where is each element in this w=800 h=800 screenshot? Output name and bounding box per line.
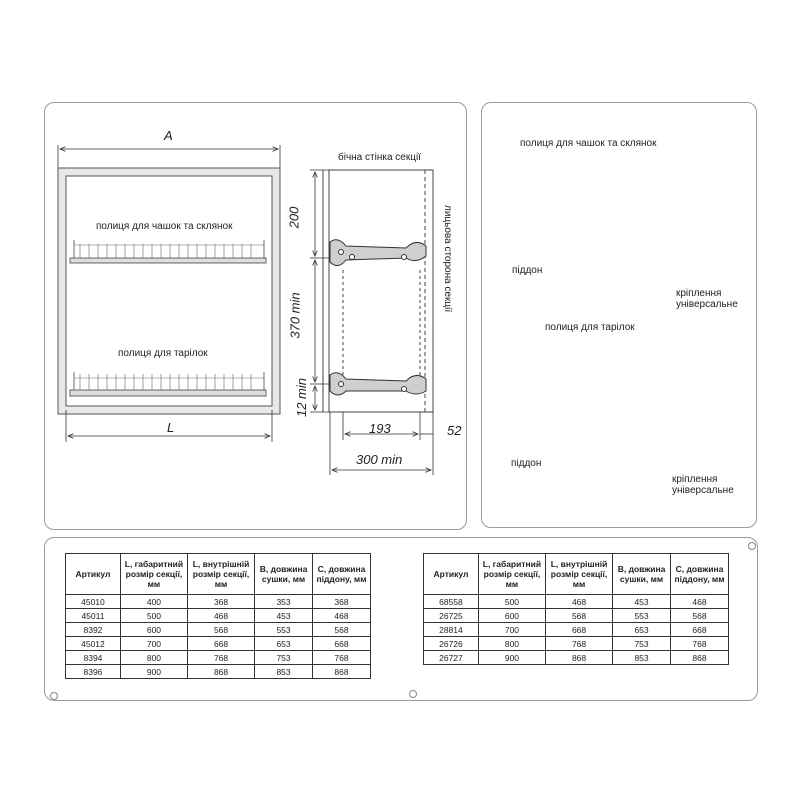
table-cell: 700 xyxy=(120,637,187,651)
table-cell: 768 xyxy=(313,651,371,665)
dimension-l-label: L xyxy=(167,420,175,435)
table-cell: 468 xyxy=(313,609,371,623)
dimension-a-line xyxy=(58,145,280,170)
table-cell: 453 xyxy=(613,595,671,609)
table-cell: 500 xyxy=(120,609,187,623)
front-side-label: лицьова сторона секції xyxy=(442,205,453,313)
table-row xyxy=(424,637,729,651)
table-cell: 8396 xyxy=(66,665,121,679)
column-header: B, довжина сушки, мм xyxy=(613,554,671,595)
table-row xyxy=(424,609,729,623)
table-cell: 45012 xyxy=(66,637,121,651)
dimension-a-label: A xyxy=(164,128,173,143)
table-cell: 368 xyxy=(313,595,371,609)
table-cell: 68558 xyxy=(424,595,479,609)
table-cell: 668 xyxy=(671,623,729,637)
plate-shelf-component-label: полиця для тарілок xyxy=(545,322,635,333)
table-row xyxy=(66,609,371,623)
column-header: Артикул xyxy=(424,554,479,595)
plate-shelf-label: полиця для тарілок xyxy=(118,348,208,359)
column-header: L, габаритний розмір секції, мм xyxy=(120,554,187,595)
table-cell: 853 xyxy=(255,665,313,679)
table-cell: 600 xyxy=(478,609,545,623)
dimension-12-label: 12 min xyxy=(294,377,310,418)
screw-icon xyxy=(409,690,417,698)
screw-icon xyxy=(50,692,58,700)
column-header: Артикул xyxy=(66,554,121,595)
table-cell: 568 xyxy=(671,609,729,623)
table-row xyxy=(424,651,729,665)
table-cell: 28814 xyxy=(424,623,479,637)
table-cell: 468 xyxy=(545,595,612,609)
table-cell: 400 xyxy=(120,595,187,609)
column-header: B, довжина сушки, мм xyxy=(255,554,313,595)
table-cell: 668 xyxy=(545,623,612,637)
dimension-52-label: 52 xyxy=(447,423,462,438)
table-cell: 668 xyxy=(313,637,371,651)
table-cell: 700 xyxy=(478,623,545,637)
table-cell: 600 xyxy=(120,623,187,637)
table-cell: 553 xyxy=(255,623,313,637)
table-row xyxy=(66,637,371,651)
dimension-193-label: 193 xyxy=(369,421,391,436)
tray-component-label-1: піддон xyxy=(512,265,543,276)
cabinet-front-view xyxy=(58,168,280,414)
table-cell: 753 xyxy=(255,651,313,665)
table-row xyxy=(66,651,371,665)
vertical-dimensions xyxy=(310,170,330,412)
column-header: L, внутрішній розмір секції, мм xyxy=(187,554,254,595)
table-cell: 368 xyxy=(187,595,254,609)
table-cell: 753 xyxy=(613,637,671,651)
table-cell: 800 xyxy=(478,637,545,651)
table-cell: 853 xyxy=(613,651,671,665)
table-cell: 8392 xyxy=(66,623,121,637)
table-cell: 868 xyxy=(313,665,371,679)
column-header: L, внутрішній розмір секції, мм xyxy=(545,554,612,595)
table-row xyxy=(66,623,371,637)
table-cell: 353 xyxy=(255,595,313,609)
cup-shelf-component-label: полиця для чашок та склянок xyxy=(520,138,657,149)
table-cell: 653 xyxy=(255,637,313,651)
table-cell: 26727 xyxy=(424,651,479,665)
dimension-200-label: 200 xyxy=(286,206,302,229)
spec-table-right xyxy=(423,553,729,665)
table-cell: 568 xyxy=(545,609,612,623)
table-cell: 768 xyxy=(545,637,612,651)
table-cell: 500 xyxy=(478,595,545,609)
cup-shelf-label: полиця для чашок та склянок xyxy=(96,221,233,232)
mount-component-label-1: кріплення універсальне xyxy=(676,288,738,310)
mount-component-label-2: кріплення універсальне xyxy=(672,474,734,496)
column-header: L, габаритний розмір секції, мм xyxy=(478,554,545,595)
table-cell: 668 xyxy=(187,637,254,651)
table-cell: 868 xyxy=(545,651,612,665)
tray-component-label-2: піддон xyxy=(511,458,542,469)
table-row xyxy=(66,595,371,609)
column-header: C, довжина піддону, мм xyxy=(671,554,729,595)
column-header: C, довжина піддону, мм xyxy=(313,554,371,595)
table-cell: 468 xyxy=(187,609,254,623)
table-cell: 468 xyxy=(671,595,729,609)
screw-icon xyxy=(748,542,756,550)
table-cell: 45010 xyxy=(66,595,121,609)
table-cell: 900 xyxy=(120,665,187,679)
table-cell: 8394 xyxy=(66,651,121,665)
table-cell: 768 xyxy=(187,651,254,665)
table-cell: 26725 xyxy=(424,609,479,623)
table-cell: 453 xyxy=(255,609,313,623)
table-cell: 568 xyxy=(313,623,371,637)
table-cell: 26726 xyxy=(424,637,479,651)
spec-table-left xyxy=(65,553,371,679)
table-cell: 900 xyxy=(478,651,545,665)
dimension-300-label: 300 min xyxy=(356,452,403,467)
table-cell: 553 xyxy=(613,609,671,623)
table-cell: 868 xyxy=(187,665,254,679)
table-row xyxy=(66,665,371,679)
table-row xyxy=(424,595,729,609)
table-row xyxy=(424,623,729,637)
table-cell: 800 xyxy=(120,651,187,665)
table-cell: 768 xyxy=(671,637,729,651)
table-cell: 868 xyxy=(671,651,729,665)
table-cell: 653 xyxy=(613,623,671,637)
table-cell: 45011 xyxy=(66,609,121,623)
side-wall-label: бічна стінка секції xyxy=(338,152,421,163)
table-cell: 568 xyxy=(187,623,254,637)
dimension-370-label: 370 min xyxy=(287,292,303,339)
